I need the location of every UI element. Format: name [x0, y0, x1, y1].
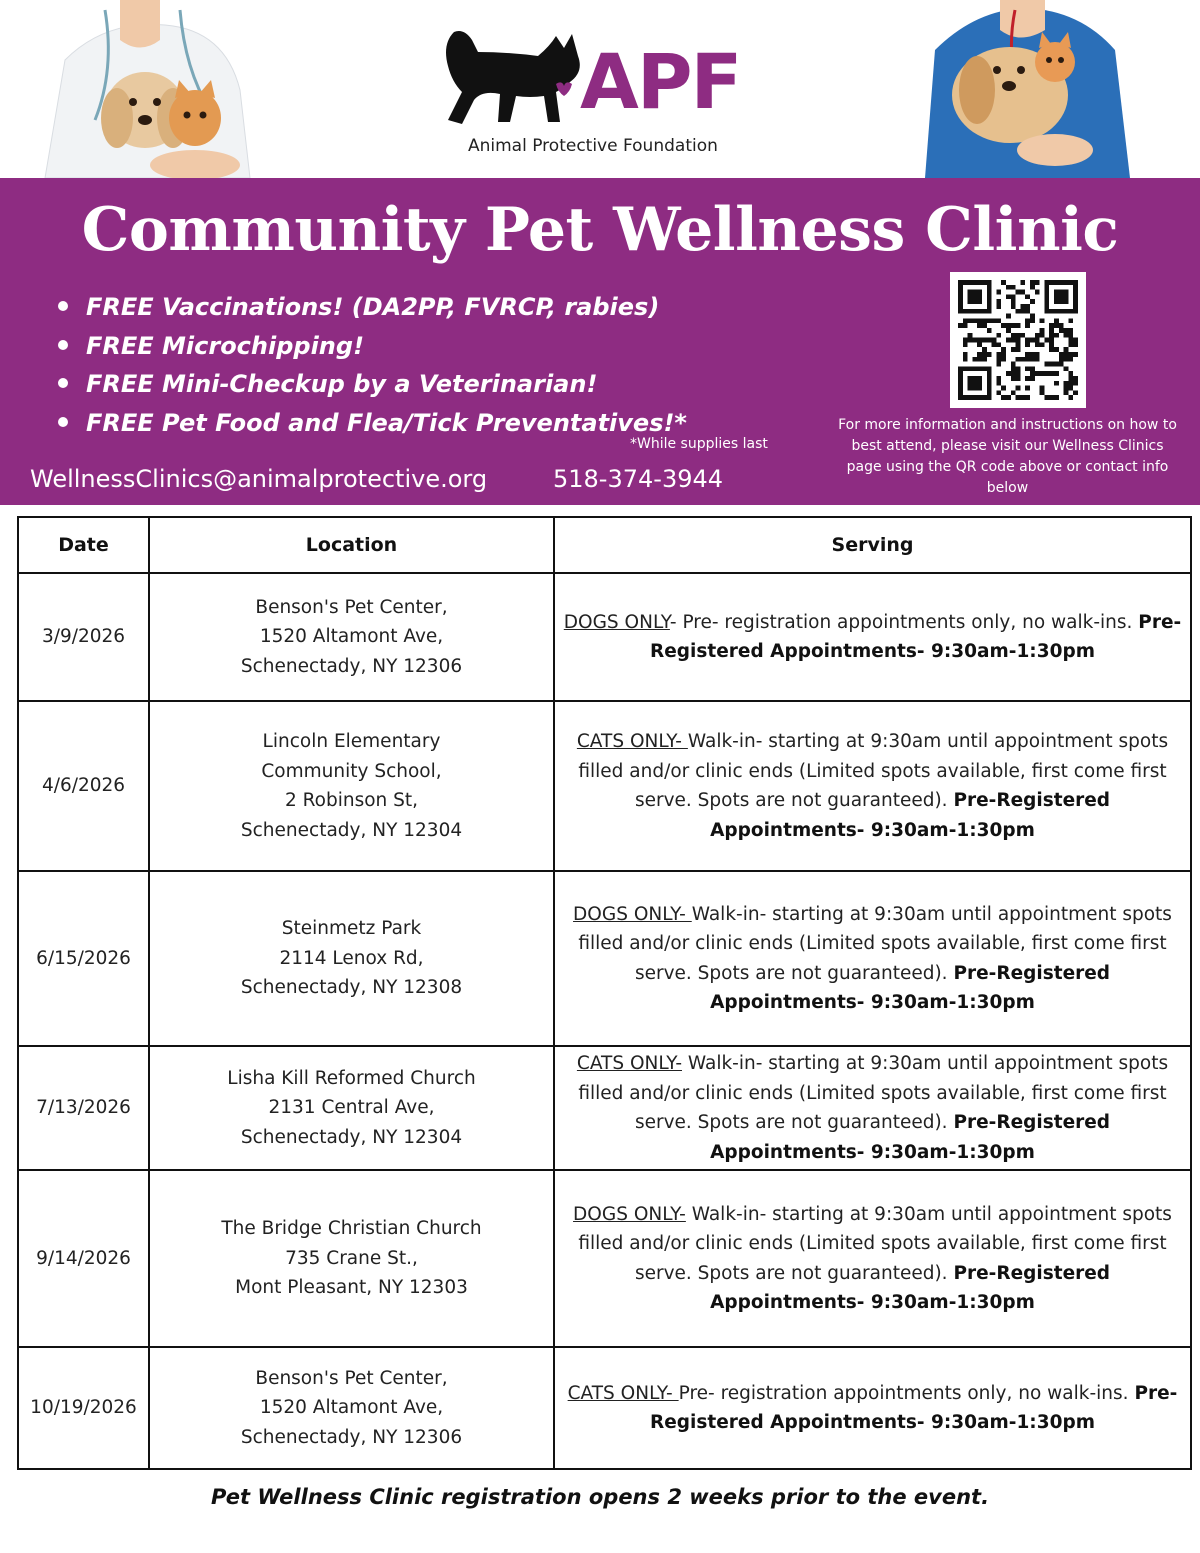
location-line: 1520 Altamont Ave,	[259, 626, 444, 648]
location-line: Steinmetz Park	[281, 918, 422, 940]
location-line: Schenectady, NY 12306	[240, 1426, 463, 1448]
logo-name: Animal Protective Foundation	[468, 136, 718, 156]
perk-item	[58, 365, 687, 404]
date-cell: 9/14/2026	[18, 1170, 149, 1347]
registration-note: Pet Wellness Clinic registration opens 2 weeks prior to the event.	[210, 1485, 990, 1509]
purple-banner	[0, 178, 1200, 505]
location-line: 2131 Central Ave,	[268, 1097, 435, 1119]
table-row	[18, 1347, 1191, 1469]
header-date: Date	[18, 517, 149, 573]
date-cell: 4/6/2026	[18, 701, 149, 871]
location-line: Lincoln Elementary	[262, 731, 441, 752]
appointment-hours: Pre-Registered Appointments- 9:30am-1:30pm	[650, 611, 1182, 662]
location-line: Community School,	[261, 760, 442, 782]
table-row	[18, 573, 1191, 701]
header-serving: Serving	[554, 517, 1191, 573]
serving-cell	[554, 1046, 1191, 1170]
appointment-hours: Pre-Registered Appointments- 9:30am-1:30pm	[710, 1112, 1111, 1163]
bullet-icon	[58, 417, 68, 427]
date-cell: 7/13/2026	[18, 1046, 149, 1170]
perk-text: FREE Microchipping!	[86, 331, 365, 360]
perk-text: FREE Pet Food and Flea/Tick Preventatives!*	[86, 408, 687, 437]
location-line: 2114 Lenox Rd,	[279, 947, 424, 969]
dog-cat-silhouette-icon	[438, 26, 588, 131]
perk-item	[58, 327, 687, 366]
date-cell: 6/15/2026	[18, 871, 149, 1046]
location-cell	[149, 1046, 554, 1170]
location-line: Mont Pleasant, NY 12303	[235, 1277, 468, 1299]
perk-item	[58, 288, 687, 327]
serving-details: Walk-in- starting at 9:30am until appointment spots filled and/or clinic ends (Limited spots available, first come first serve. Spots are not guaranteed).	[578, 1203, 1172, 1284]
contact-phone[interactable]: 518-374-3944	[553, 465, 724, 493]
species-label: DOGS ONLY	[563, 611, 670, 633]
qr-code-icon[interactable]	[950, 272, 1086, 408]
species-label: CATS ONLY-	[567, 1382, 679, 1404]
bullet-icon	[58, 301, 68, 311]
serving-cell	[554, 1170, 1191, 1347]
logo-mark: APF	[580, 37, 741, 126]
species-label: CATS ONLY-	[576, 1053, 682, 1074]
table-header-row	[18, 517, 1191, 573]
bullet-icon	[58, 378, 68, 388]
serving-details: Walk-in- starting at 9:30am until appointment spots filled and/or clinic ends (Limited spots available, first come first serve. Spots are not guaranteed).	[578, 1053, 1169, 1133]
appointment-hours: Pre-Registered Appointments- 9:30am-1:30pm	[710, 1262, 1111, 1313]
appointment-hours: Pre-Registered Appointments- 9:30am-1:30pm	[650, 1382, 1178, 1433]
table-row	[18, 871, 1191, 1046]
serving-details: Walk-in- starting at 9:30am until appointment spots filled and/or clinic ends (Limited spots available, first come first serve. Spots are not guaranteed).	[578, 903, 1172, 984]
serving-cell	[554, 1347, 1191, 1469]
appointment-hours: Pre-Registered Appointments- 9:30am-1:30pm	[710, 962, 1111, 1013]
location-line: Benson's Pet Center,	[255, 1367, 448, 1389]
perks-list	[58, 288, 687, 442]
location-line: The Bridge Christian Church	[221, 1218, 482, 1240]
location-line: Schenectady, NY 12304	[240, 1126, 463, 1148]
supplies-note: *While supplies last	[630, 436, 768, 452]
date-cell: 3/9/2026	[18, 573, 149, 701]
location-line: 1520 Altamont Ave,	[259, 1397, 444, 1419]
location-cell	[149, 1170, 554, 1347]
serving-cell	[554, 701, 1191, 871]
vet-with-puppy-and-kitten-photo	[25, 0, 255, 178]
location-line: Schenectady, NY 12304	[240, 819, 463, 841]
species-label: DOGS ONLY-	[573, 1203, 686, 1225]
location-cell	[149, 1347, 554, 1469]
serving-details: - Pre- registration appointments only, no walk-ins.	[669, 611, 1139, 633]
date-cell: 10/19/2026	[18, 1347, 149, 1469]
perk-text: FREE Vaccinations! (DA2PP, FVRCP, rabies)	[86, 293, 660, 321]
location-cell	[149, 871, 554, 1046]
vet-holding-puppy-and-kitten-photo	[905, 0, 1135, 178]
serving-details: Pre- registration appointments only, no walk-ins.	[678, 1382, 1135, 1404]
location-cell	[149, 701, 554, 871]
table-row	[18, 701, 1191, 871]
bullet-icon	[58, 340, 68, 350]
contact-email[interactable]: WellnessClinics@animalprotective.org	[30, 465, 488, 493]
location-line: Lisha Kill Reformed Church	[227, 1067, 476, 1089]
appointment-hours: Pre-Registered Appointments- 9:30am-1:30pm	[710, 790, 1111, 841]
perk-text: FREE Mini-Checkup by a Veterinarian!	[86, 370, 598, 398]
page-title: Community Pet Wellness Clinic	[81, 195, 1119, 265]
species-label: CATS ONLY-	[576, 731, 688, 752]
qr-note: For more information and instructions on how to best attend, please visit our Wellness Clinics page using the QR code above or contact info below	[838, 417, 1177, 496]
species-label: DOGS ONLY-	[573, 903, 692, 925]
serving-details: Walk-in- starting at 9:30am until appointment spots filled and/or clinic ends (Limited spots available, first come first serve. Spots are not guaranteed).	[578, 731, 1169, 811]
location-line: Benson's Pet Center,	[255, 596, 448, 618]
header	[0, 0, 1200, 178]
serving-cell	[554, 573, 1191, 701]
location-line: 735 Crane St.,	[285, 1247, 418, 1269]
table-row	[18, 1170, 1191, 1347]
serving-cell	[554, 871, 1191, 1046]
apf-logo	[438, 22, 768, 162]
location-line: 2 Robinson St,	[284, 790, 419, 811]
clinic-schedule-table	[17, 516, 1192, 1470]
header-location: Location	[149, 517, 554, 573]
table-row	[18, 1046, 1191, 1170]
location-line: Schenectady, NY 12306	[240, 655, 463, 677]
location-cell	[149, 573, 554, 701]
location-line: Schenectady, NY 12308	[240, 977, 463, 999]
perk-item	[58, 404, 687, 443]
